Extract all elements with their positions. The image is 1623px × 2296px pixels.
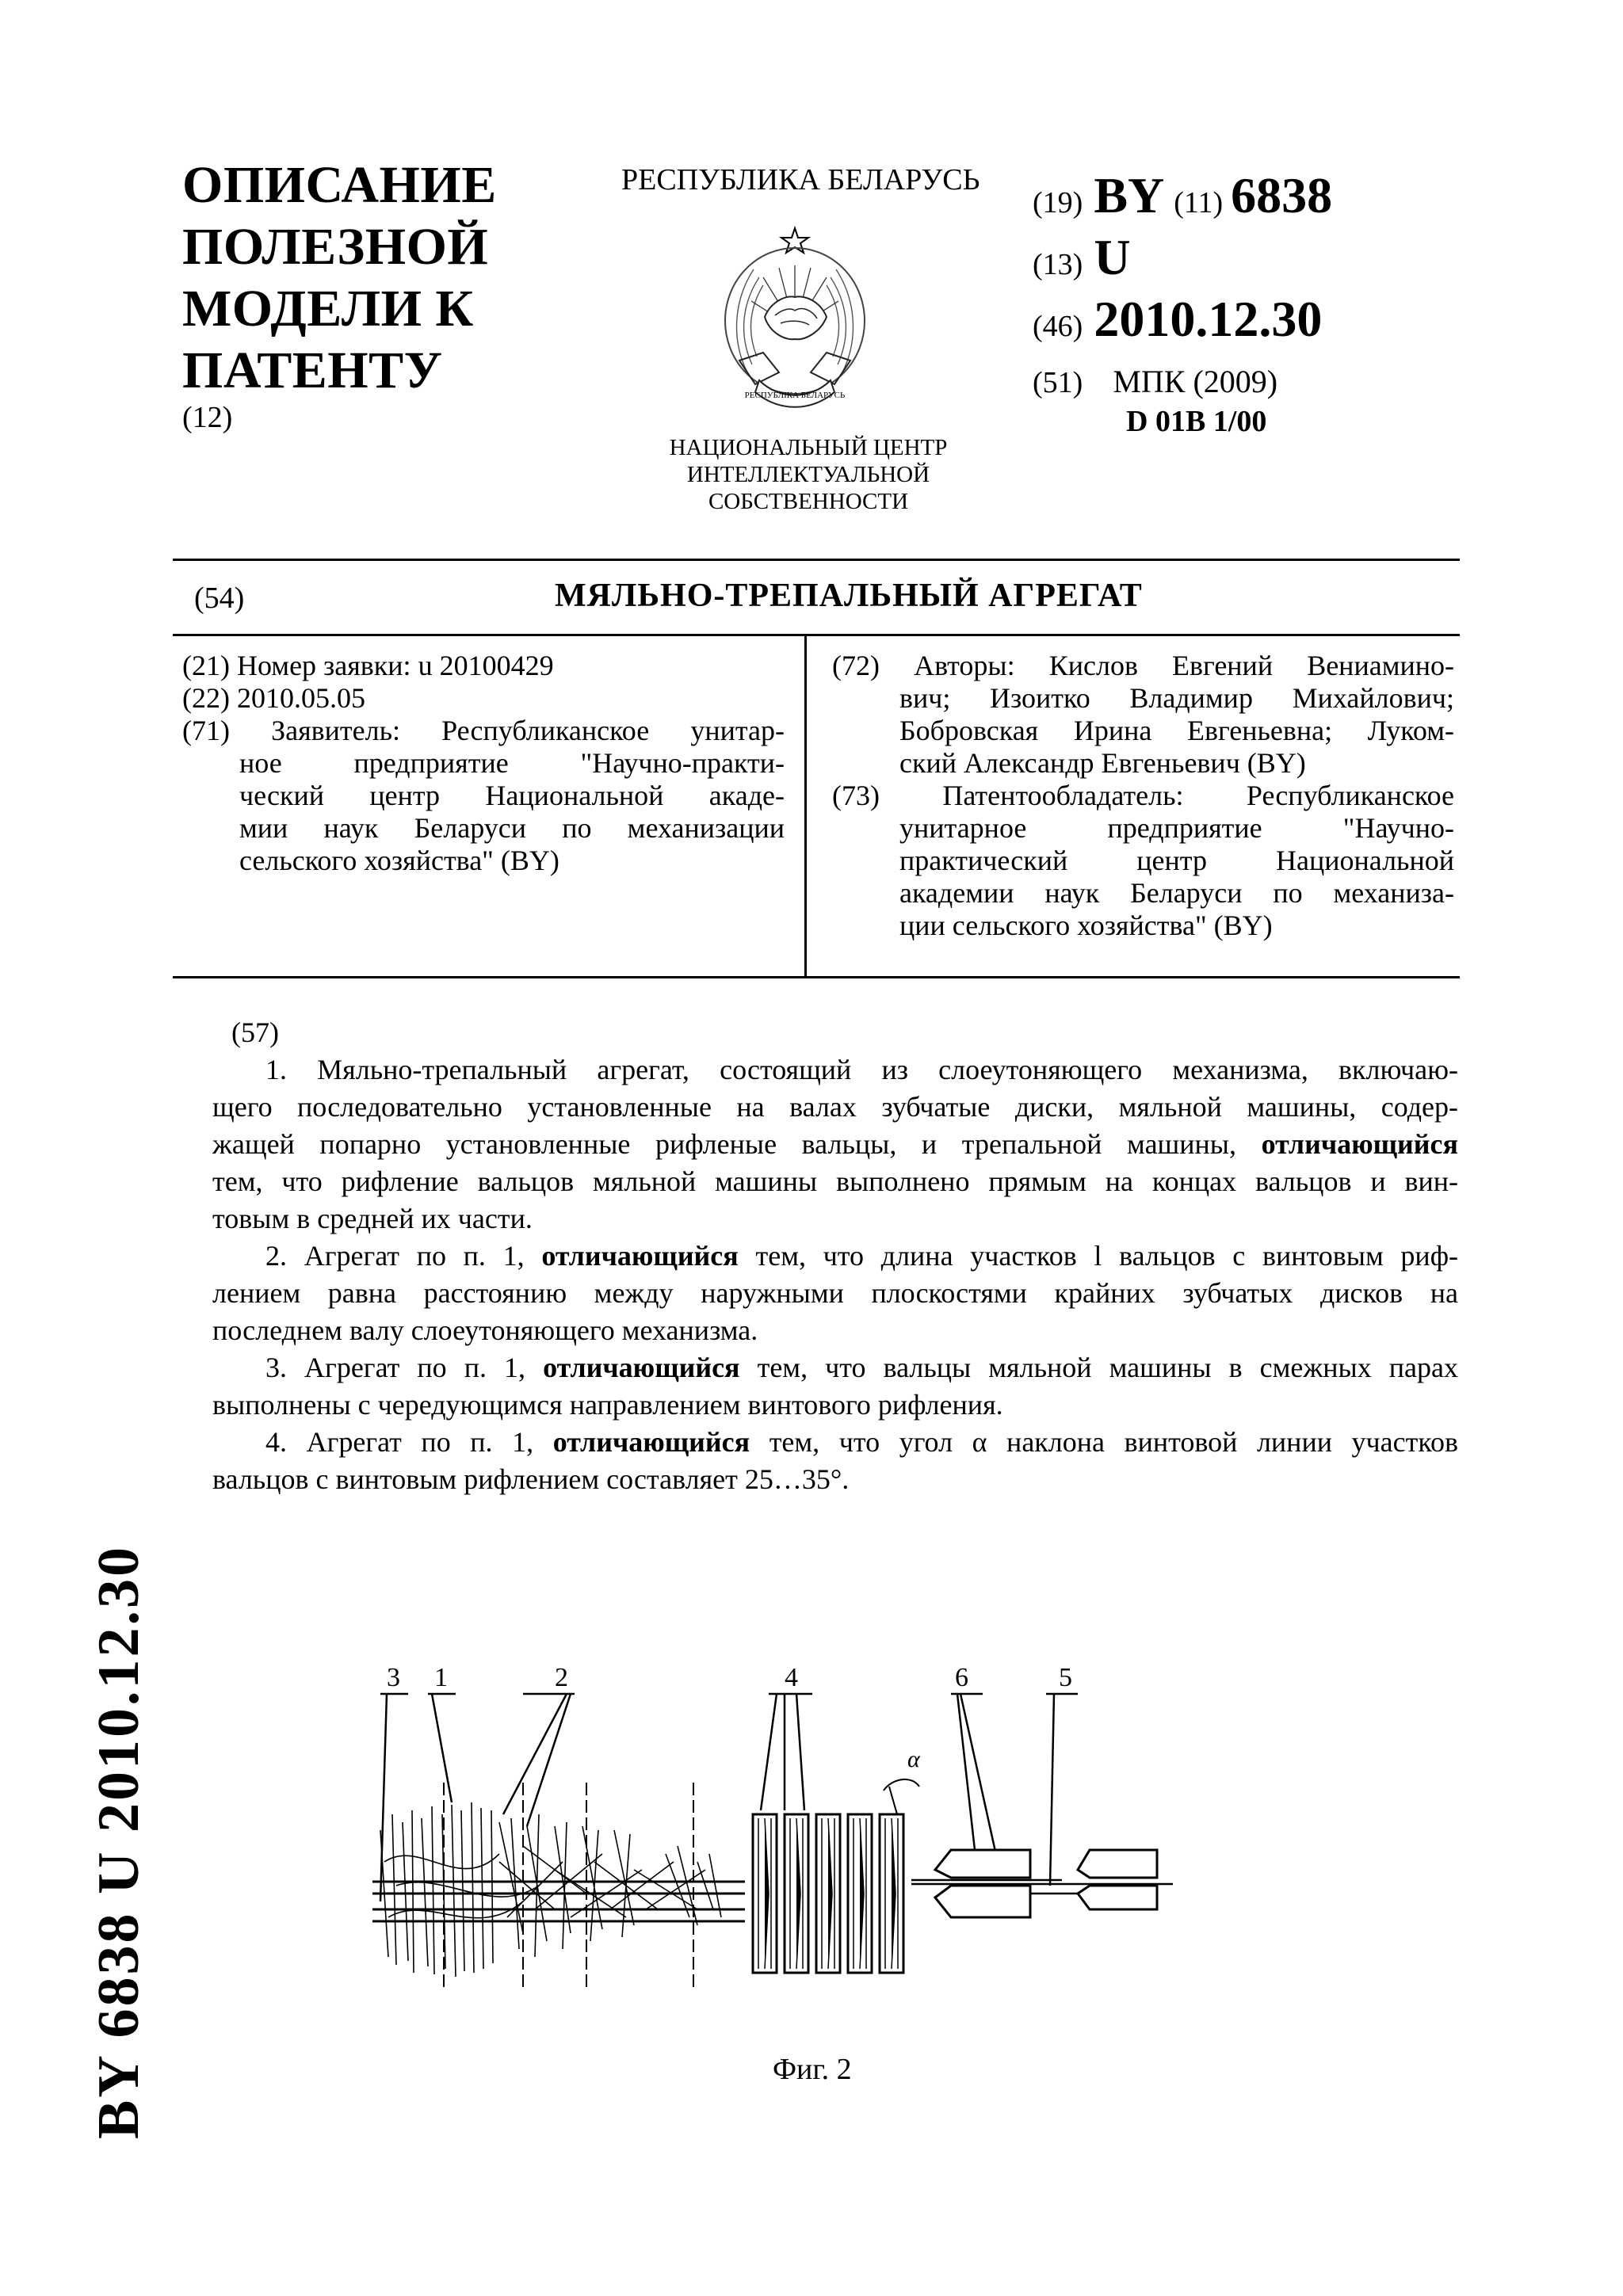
owner-line: практический центр Национальной xyxy=(899,845,1454,876)
state-emblem-icon xyxy=(716,222,874,420)
office-line: НАЦИОНАЛЬНЫЙ ЦЕНТР xyxy=(669,435,948,460)
column-divider xyxy=(804,634,807,976)
filing-date: (22) 2010.05.05 xyxy=(182,682,365,714)
claim-text: 2. Агрегат по п. 1, xyxy=(265,1240,525,1272)
application-number: (21) Номер заявки: u 20100429 xyxy=(182,650,554,681)
claim-keyword: отличающийся xyxy=(541,1240,739,1272)
biblio-left xyxy=(182,650,785,877)
authors-line: Бобровская Ирина Евгеньевна; Луком- xyxy=(899,715,1454,746)
claim-text: 3. Агрегат по п. 1, xyxy=(265,1352,526,1383)
title-line: ПАТЕНТУ xyxy=(182,341,443,399)
owner-line: (73) Патентообладатель: Республиканское xyxy=(832,780,1454,811)
title-line: ПОЛЕЗНОЙ xyxy=(182,218,489,276)
inid-19: (19) xyxy=(1033,186,1083,219)
claim-2-line: последнем валу слоеутоняющего механизма. xyxy=(212,1314,758,1346)
office-name xyxy=(642,434,975,515)
inid-46: (46) xyxy=(1033,310,1083,343)
inid-57: (57) xyxy=(231,1016,279,1048)
claim-text: тем, что длина участков l вальцов с винтовым риф- xyxy=(755,1240,1459,1272)
figure-label: 1 xyxy=(434,1663,448,1692)
claim-keyword: отличающийся xyxy=(552,1426,750,1458)
kind-code: U xyxy=(1094,229,1131,285)
inid-13: (13) xyxy=(1033,248,1083,281)
claim-keyword: отличающийся xyxy=(543,1352,740,1383)
claim-1-line xyxy=(212,1126,1458,1163)
country-code: BY xyxy=(1094,167,1165,223)
claim-1-line: 1. Мяльно-трепальный агрегат, состоящий из слоеутоняющего механизма, включаю- xyxy=(265,1054,1458,1085)
claim-text: 4. Агрегат по п. 1, xyxy=(265,1426,534,1458)
figure-label: 6 xyxy=(955,1663,968,1692)
republic-name: РЕСПУБЛИКА БЕЛАРУСЬ xyxy=(621,163,980,196)
angle-label: α xyxy=(907,1746,920,1772)
ipc-edition: МПК (2009) xyxy=(1113,364,1278,399)
publication-date: 2010.12.30 xyxy=(1094,291,1323,347)
divider-rule xyxy=(173,559,1460,561)
owner-line: ции сельского хозяйства" (BY) xyxy=(899,910,1273,941)
claim-4-line: вальцов с винтовым рифлением составляет 25…35°. xyxy=(212,1463,850,1495)
divider-rule xyxy=(173,634,1460,636)
claim-3-line: выполнены с чередующимся направлением винтового рифления. xyxy=(212,1389,1003,1421)
office-line: СОБСТВЕННОСТИ xyxy=(708,489,909,514)
claim-text: жащей попарно установленные рифленые вальцы, и трепальной машины, xyxy=(212,1128,1236,1160)
ipc-class: D 01B 1/00 xyxy=(1126,405,1267,438)
claim-4-line xyxy=(212,1424,1458,1461)
figure-caption: Фиг. 2 xyxy=(773,2053,852,2086)
claim-1-line: щего последовательно установленные на валах зубчатые диски, мяльной машины, содер- xyxy=(212,1091,1458,1123)
applicant-line: ное предприятие "Научно-практи- xyxy=(239,747,785,779)
authors-line: ский Александр Евгеньевич (BY) xyxy=(899,747,1306,779)
claim-2-line xyxy=(212,1238,1458,1275)
figure-label: 3 xyxy=(387,1663,400,1692)
claim-2-line: лением равна расстоянию между наружными плоскостями крайних зубчатых дисков на xyxy=(212,1277,1458,1309)
figure-label: 4 xyxy=(785,1663,798,1692)
claim-text: тем, что вальцы мяльной машины в смежных парах xyxy=(757,1352,1458,1383)
office-line: ИНТЕЛЛЕКТУАЛЬНОЙ xyxy=(686,462,930,487)
figure-label: 5 xyxy=(1059,1663,1072,1692)
divider-rule xyxy=(173,976,1460,978)
title-line: ОПИСАНИЕ xyxy=(182,156,497,214)
claim-keyword: отличающийся xyxy=(1261,1128,1458,1160)
utility-model-title: МЯЛЬНО-ТРЕПАЛЬНЫЙ АГРЕГАТ xyxy=(555,578,1143,614)
patent-number: 6838 xyxy=(1231,167,1333,223)
emblem-ribbon-text: РЕСПУБЛІКА БЕЛАРУСЬ xyxy=(744,391,846,400)
claims-section xyxy=(212,1014,1458,1498)
authors-line: (72) Авторы: Кислов Евгений Вениамино- xyxy=(832,650,1454,681)
inid-51: (51) xyxy=(1033,366,1083,399)
claim-text: тем, что угол α наклона винтовой линии участков xyxy=(769,1426,1459,1458)
figure-label: 2 xyxy=(555,1663,568,1692)
claim-3-line xyxy=(212,1349,1458,1386)
claim-1-line: товым в средней их части. xyxy=(212,1203,533,1234)
applicant-line: ческий центр Национальной акаде- xyxy=(239,780,785,811)
document-title xyxy=(182,154,497,402)
inid-54: (54) xyxy=(194,582,245,615)
applicant-line: мии наук Беларуси по механизации xyxy=(239,812,785,844)
code-12: (12) xyxy=(182,401,233,434)
figure-2-drawing xyxy=(365,1656,1276,2028)
side-patent-id: BY 6838 U 2010.12.30 xyxy=(86,1545,151,2139)
inid-11: (11) xyxy=(1174,186,1224,219)
owner-line: унитарное предприятие "Научно- xyxy=(899,812,1454,844)
claim-1-line: тем, что рифление вальцов мяльной машины выполнено прямым на концах вальцов и вин- xyxy=(212,1165,1458,1197)
title-line: МОДЕЛИ К xyxy=(182,280,474,338)
authors-line: вич; Изоитко Владимир Михайлович; xyxy=(899,682,1454,714)
biblio-right xyxy=(832,650,1454,942)
applicant-line: сельского хозяйства" (BY) xyxy=(239,845,559,876)
owner-line: академии наук Беларуси по механиза- xyxy=(899,877,1454,909)
applicant-line: (71) Заявитель: Республиканское унитар- xyxy=(182,715,785,746)
